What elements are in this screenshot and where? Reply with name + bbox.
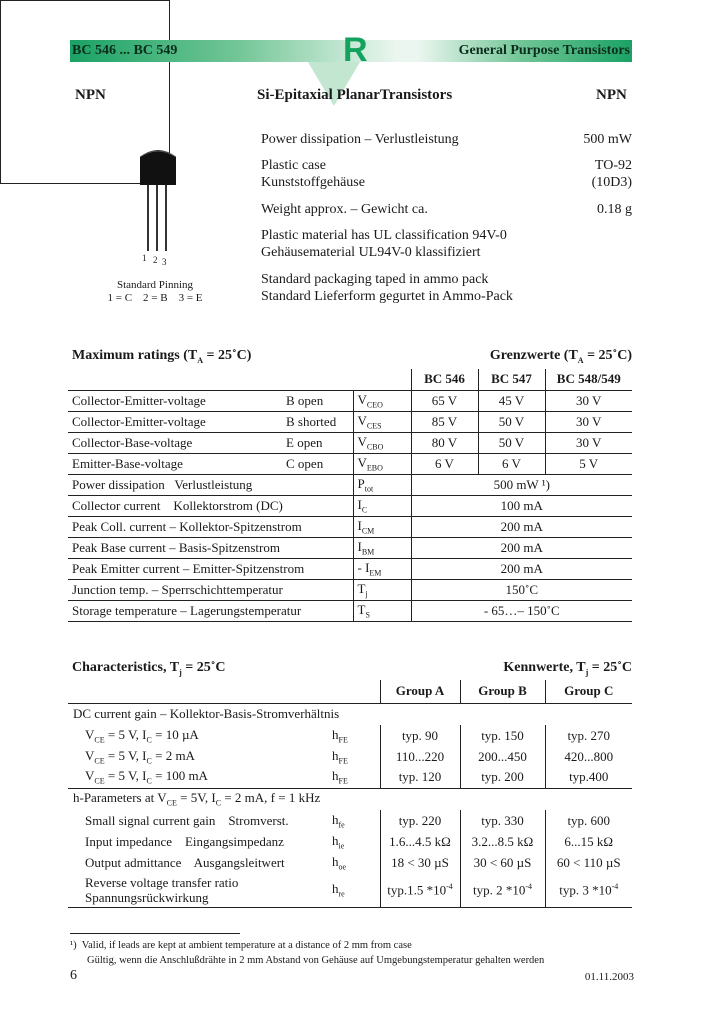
h-param-c: 60 < 110 µS — [556, 854, 621, 870]
rating-symbol — [353, 516, 411, 537]
rating-symbol — [353, 411, 411, 432]
h-param-a: typ. 220 — [380, 810, 460, 831]
rating-value: 500 mW ¹) — [493, 476, 550, 492]
sym-sub: FE — [338, 735, 348, 745]
dc-gain-c: typ. 270 — [567, 727, 611, 743]
rating-condition: C open — [286, 455, 324, 471]
page-date: 01.11.2003 — [584, 971, 634, 983]
dc-gain-a: typ. 90 — [380, 725, 460, 746]
col-group-b: Group B — [460, 680, 545, 703]
rating-symbol-base: I — [357, 538, 362, 554]
rating-symbol — [353, 453, 411, 474]
reverse-voltage-name: Reverse voltage transfer ratio Spannungsrückwirkung — [85, 874, 239, 905]
kennwerte-title: Kennwerte, $T_j$ = 25˚C — [503, 660, 632, 677]
dc-gain-symbol — [328, 725, 380, 746]
power-value: 500 mW — [583, 132, 632, 147]
col-bc547: BC 547 — [478, 369, 545, 390]
rating-bc546: 6 V — [411, 453, 478, 474]
rating-bc547: 50 V — [478, 411, 545, 432]
rating-name: Collector current Kollektorstrom (DC) — [72, 497, 283, 513]
rating-name: Collector-Base-voltage — [72, 434, 193, 450]
to92-package-drawing — [130, 145, 190, 265]
rating-value: 100 mA — [500, 497, 543, 513]
dc-gain-condition — [68, 725, 328, 746]
rating-bc546: 65 V — [411, 390, 478, 411]
rating-symbol-base: T — [357, 601, 366, 617]
rating-value: 200 mA — [500, 539, 543, 555]
rating-symbol — [353, 579, 411, 600]
sym-sub: FE — [338, 777, 348, 787]
footnote-rule — [70, 933, 240, 934]
sym-sub: fe — [338, 820, 345, 830]
rating-symbol-base: I — [357, 496, 362, 512]
h-params-title: h-Parameters at $V_{CE} = 5V$, $I_C = 2$ mA, f = 1 kHz — [73, 790, 321, 809]
dc-gain-row — [68, 725, 632, 746]
h-param-b: 30 < 60 µS — [460, 852, 545, 873]
rating-name: Power dissipation Verlustleistung — [72, 476, 253, 492]
h-param-row — [68, 831, 632, 852]
rating-bc546: 80 V — [411, 432, 478, 453]
max-ratings-table — [68, 369, 632, 622]
rating-bc548: 30 V — [576, 392, 602, 408]
case-label-de: Kunststoffgehäuse — [261, 175, 365, 190]
rating-symbol-sub: CEO — [366, 400, 383, 410]
dc-gain-a: typ. 120 — [380, 767, 460, 788]
rating-bc547: 50 V — [478, 432, 545, 453]
cond-part: = 100 mA — [151, 768, 208, 784]
rating-bc546: 85 V — [411, 411, 478, 432]
rating-symbol-sub: S — [365, 610, 370, 620]
pin-2-label: 2 — [153, 255, 158, 265]
col-bc546: BC 546 — [411, 369, 478, 390]
cond-sub: CE — [94, 735, 105, 745]
cond-part: V — [85, 768, 95, 784]
max-rating-row — [68, 474, 632, 495]
sym-sub: ie — [338, 841, 345, 851]
h-param-symbol — [328, 852, 380, 873]
rating-symbol-base: V — [357, 412, 367, 428]
cond-sub: CE — [94, 756, 105, 766]
weight-value: 0.18 g — [597, 202, 632, 217]
sym-base: h — [332, 832, 339, 848]
rating-bc548: 30 V — [576, 434, 602, 450]
rating-name: Junction temp. – Sperrschichttemperatur — [72, 581, 283, 597]
model-title: BC 546 ... BC 549 — [72, 43, 178, 58]
dc-gain-b: typ. 150 — [460, 725, 545, 746]
cond-part: = 5 V, I — [104, 747, 147, 763]
rating-symbol-sub: CM — [361, 526, 375, 536]
cond-part: V — [85, 726, 95, 742]
case-value-de: (10D3) — [591, 175, 632, 190]
sym-base: h — [332, 768, 339, 784]
rating-symbol-base: V — [357, 454, 367, 470]
cond-sub: C — [146, 756, 152, 766]
max-rating-row — [68, 537, 632, 558]
dc-gain-row — [68, 746, 632, 767]
h-param-b: typ. 330 — [460, 810, 545, 831]
page-number: 6 — [70, 968, 77, 983]
pin-3-label: 3 — [162, 257, 167, 267]
h-param-c: 6...15 kΩ — [564, 833, 614, 849]
rating-symbol — [353, 600, 411, 621]
rating-symbol-sub: EM — [369, 568, 382, 578]
cond-part: = 5 V, I — [104, 768, 147, 784]
cond-part: V — [85, 747, 95, 763]
rating-condition: B open — [286, 392, 324, 408]
rating-symbol-sub: CBO — [366, 442, 384, 452]
h-param-symbol — [328, 810, 380, 831]
max-rating-row — [68, 558, 632, 579]
col-bc548: BC 548/549 — [545, 369, 632, 390]
pinning-title: Standard Pinning — [116, 279, 194, 291]
pinning-map: 1 = C 2 = B 3 = E — [107, 292, 203, 304]
rating-symbol — [353, 558, 411, 579]
rating-value: 200 mA — [500, 560, 543, 576]
dc-gain-condition — [68, 746, 328, 767]
footnote-de: Gültig, wenn die Anschlußdrähte in 2 mm Abstand von Gehäuse auf Umgebungstemperatur gehalten werden — [87, 955, 545, 966]
cond-sub: C — [146, 735, 152, 745]
sym-base: h — [332, 811, 339, 827]
dc-gain-c: typ.400 — [569, 769, 609, 785]
rating-symbol — [353, 390, 411, 411]
max-rating-row — [68, 579, 632, 600]
sym-base: h — [332, 853, 339, 869]
rating-name: Collector-Emitter-voltage — [72, 413, 206, 429]
rating-value: 150˚C — [505, 581, 538, 597]
rating-symbol-base: P — [357, 475, 365, 491]
case-value: TO-92 — [594, 158, 632, 173]
rating-symbol — [353, 537, 411, 558]
rating-bc548: 5 V — [579, 455, 599, 471]
rating-name: Peak Coll. current – Kollektor-Spitzenstrom — [72, 518, 302, 534]
material-de: Gehäusematerial UL94V-0 klassifiziert — [261, 245, 481, 260]
rating-symbol-sub: tot — [364, 484, 374, 494]
document-subtitle: Si-Epitaxial PlanarTransistors — [257, 87, 453, 103]
rating-name: Collector-Emitter-voltage — [72, 392, 206, 408]
max-ratings-title: Maximum ratings ($T_A$ = 25˚C) — [72, 348, 252, 365]
rating-symbol-sub: CES — [366, 421, 382, 431]
cond-part: = 5 V, I — [104, 726, 147, 742]
packaging-en: Standard packaging taped in ammo pack — [261, 272, 489, 287]
characteristics-table — [68, 680, 632, 908]
h-param-name: Output admittance Ausgangsleitwert — [85, 854, 285, 870]
grenzwerte-title: Grenzwerte ($T_A$ = 25˚C) — [489, 348, 632, 365]
sym-sub: FE — [338, 756, 348, 766]
case-label: Plastic case — [261, 158, 326, 173]
h-param-symbol — [328, 831, 380, 852]
dc-gain-c: 420...800 — [564, 748, 614, 764]
h-param-row — [68, 810, 632, 831]
cond-part: = 10 µA — [151, 726, 199, 742]
max-rating-row — [68, 600, 632, 621]
rating-name: Storage temperature – Lagerungstemperatur — [72, 602, 302, 618]
rating-symbol-sub: BM — [361, 547, 375, 557]
rating-name: Peak Emitter current – Emitter-Spitzenstrom — [72, 560, 305, 576]
col-group-a: Group A — [380, 680, 460, 703]
h-param-b: 3.2...8.5 kΩ — [460, 831, 545, 852]
sym-sub: oe — [338, 862, 347, 872]
rating-symbol-sub: C — [361, 505, 368, 515]
h-param-a: 18 < 30 µS — [380, 852, 460, 873]
dc-gain-symbol — [328, 746, 380, 767]
h-param-a: 1.6...4.5 kΩ — [380, 831, 460, 852]
brand-logo: R — [343, 31, 368, 69]
dc-gain-a: 110...220 — [380, 746, 460, 767]
max-rating-row — [68, 411, 632, 432]
category-title: General Purpose Transistors — [458, 43, 630, 58]
h-param-name: Small signal current gain Stromverst. — [85, 812, 289, 828]
dc-gain-b: 200...450 — [460, 746, 545, 767]
rating-condition: B shorted — [286, 413, 337, 429]
rating-symbol-sub: j — [365, 589, 368, 599]
reverse-voltage-a: typ.1.5 $*10^{-4}$ — [380, 873, 460, 907]
characteristics-title: Characteristics, $T_j$ = 25˚C — [72, 660, 226, 677]
rating-symbol-base: - I — [357, 559, 370, 575]
cond-sub: CE — [94, 777, 105, 787]
type-right: NPN — [596, 87, 627, 103]
reverse-voltage-row — [68, 873, 632, 907]
rating-symbol-base: I — [357, 517, 362, 533]
reverse-voltage-c: typ. 3 $*10^{-4}$ — [559, 881, 619, 897]
dc-gain-title: DC current gain – Kollektor-Basis-Stromverhältnis — [73, 706, 340, 722]
h-param-row — [68, 852, 632, 873]
max-rating-row — [68, 432, 632, 453]
pin-1-label: 1 — [142, 253, 147, 263]
footnote-en: ¹) Valid, if leads are kept at ambient temperature at a distance of 2 mm from case — [70, 940, 412, 951]
rating-bc548: 30 V — [576, 413, 602, 429]
max-rating-row — [68, 516, 632, 537]
rating-symbol-base: T — [357, 580, 366, 596]
rating-symbol — [353, 474, 411, 495]
reverse-voltage-b: typ. 2 $*10^{-4}$ — [460, 873, 545, 907]
dc-gain-condition — [68, 767, 328, 788]
rating-value: 200 mA — [500, 518, 543, 534]
h-param-name: Input impedance Eingangsimpedanz — [85, 833, 284, 849]
rating-symbol — [353, 432, 411, 453]
cond-sub: C — [146, 777, 152, 787]
weight-label: Weight approx. – Gewicht ca. — [261, 202, 428, 217]
rating-symbol-base: V — [357, 391, 367, 407]
rating-condition: E open — [286, 434, 323, 450]
power-label: Power dissipation – Verlustleistung — [261, 132, 459, 147]
rating-bc547: 6 V — [478, 453, 545, 474]
rating-symbol — [353, 495, 411, 516]
dc-gain-row — [68, 767, 632, 788]
max-rating-row — [68, 453, 632, 474]
rating-value: - 65…– 150˚C — [483, 602, 560, 618]
sym-base: h — [332, 747, 339, 763]
max-rating-row — [68, 390, 632, 411]
col-group-c: Group C — [545, 680, 632, 703]
rating-name: Peak Base current – Basis-Spitzenstrom — [72, 539, 280, 555]
rating-symbol-sub: EBO — [366, 463, 383, 473]
rating-symbol-base: V — [357, 433, 367, 449]
rating-bc547: 45 V — [478, 390, 545, 411]
dc-gain-b: typ. 200 — [460, 767, 545, 788]
type-left: NPN — [75, 87, 106, 103]
reverse-voltage-symbol: $h_{re}$ — [328, 873, 380, 907]
max-rating-row — [68, 495, 632, 516]
cond-part: = 2 mA — [151, 747, 195, 763]
material-en: Plastic material has UL classification 94V-0 — [261, 228, 507, 243]
h-param-c: typ. 600 — [567, 812, 611, 828]
sym-base: h — [332, 726, 339, 742]
rating-name: Emitter-Base-voltage — [72, 455, 183, 471]
dc-gain-symbol — [328, 767, 380, 788]
packaging-de: Standard Lieferform gegurtet in Ammo-Pack — [261, 289, 513, 304]
